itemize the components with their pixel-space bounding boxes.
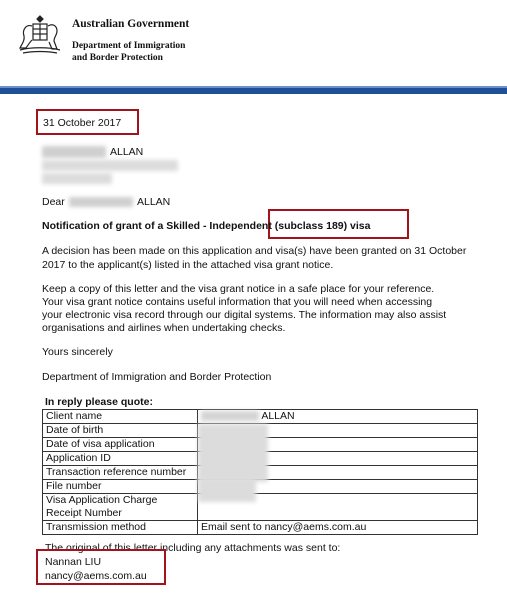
salutation-surname: ALLAN <box>137 196 171 208</box>
client-surname: ALLAN <box>261 410 295 422</box>
paragraph1-line2: 2017 to the applicant(s) listed in the attached visa grant notice. <box>42 259 334 271</box>
paragraph1-line1: A decision has been made on this application and visa(s) have been granted on 31 October <box>42 245 467 257</box>
department-name-line2: and Border Protection <box>72 53 163 63</box>
row-label <box>43 494 198 521</box>
redacted-address-line2 <box>42 173 112 184</box>
coat-of-arms-icon <box>14 12 66 58</box>
closing: Yours sincerely <box>42 346 113 358</box>
redacted-address-line1 <box>42 160 178 171</box>
paragraph2-line2: Your visa grant notice contains useful information that you will need when accessing <box>42 296 433 308</box>
row-label: Date of birth <box>43 424 198 438</box>
table-row <box>43 410 478 424</box>
government-title: Australian Government <box>72 18 190 30</box>
row-label: Transaction reference number <box>43 466 198 480</box>
redacted-table-values <box>198 424 268 482</box>
row-label-line1: Visa Application Charge <box>46 494 158 506</box>
salutation-prefix: Dear <box>42 196 65 208</box>
department-name-line1: Department of Immigration <box>72 41 186 51</box>
redacted-client-first-name <box>201 411 259 421</box>
row-label: Application ID <box>43 452 198 466</box>
row-label: File number <box>43 480 198 494</box>
table-row <box>43 521 478 535</box>
row-label-line2: Receipt Number <box>46 507 122 519</box>
row-label: Date of visa application <box>43 438 198 452</box>
paragraph2-line4: organisations and airlines when undertaking checks. <box>42 322 286 334</box>
subject-part1: Notification of grant of a Skilled - Independent <box>42 220 275 232</box>
redacted-file-number <box>198 478 256 502</box>
row-label: Transmission method <box>43 521 198 535</box>
letter-subject <box>42 219 371 233</box>
redacted-salutation-name <box>69 197 133 207</box>
recipient-surname: ALLAN <box>110 146 144 158</box>
recipient-email: nancy@aems.com.au <box>45 570 147 582</box>
header-band <box>0 88 507 94</box>
quote-heading: In reply please quote: <box>45 396 153 408</box>
table-row <box>43 494 478 521</box>
paragraph2-line1: Keep a copy of this letter and the visa grant notice in a safe place for your reference. <box>42 283 435 295</box>
row-label: Client name <box>43 410 198 424</box>
paragraph2-line3: your electronic visa record through our digital systems. The information may also assist <box>42 309 447 321</box>
redacted-first-name <box>42 146 106 158</box>
row-value: Email sent to nancy@aems.com.au <box>198 521 478 535</box>
recipient-name: Nannan LIU <box>45 556 102 568</box>
sent-to-note: The original of this letter including any attachments was sent to: <box>45 542 341 554</box>
subject-part2: (subclass 189) visa <box>274 220 371 232</box>
letter-date: 31 October 2017 <box>43 117 122 129</box>
signature: Department of Immigration and Border Protection <box>42 371 272 383</box>
row-value <box>198 410 478 424</box>
